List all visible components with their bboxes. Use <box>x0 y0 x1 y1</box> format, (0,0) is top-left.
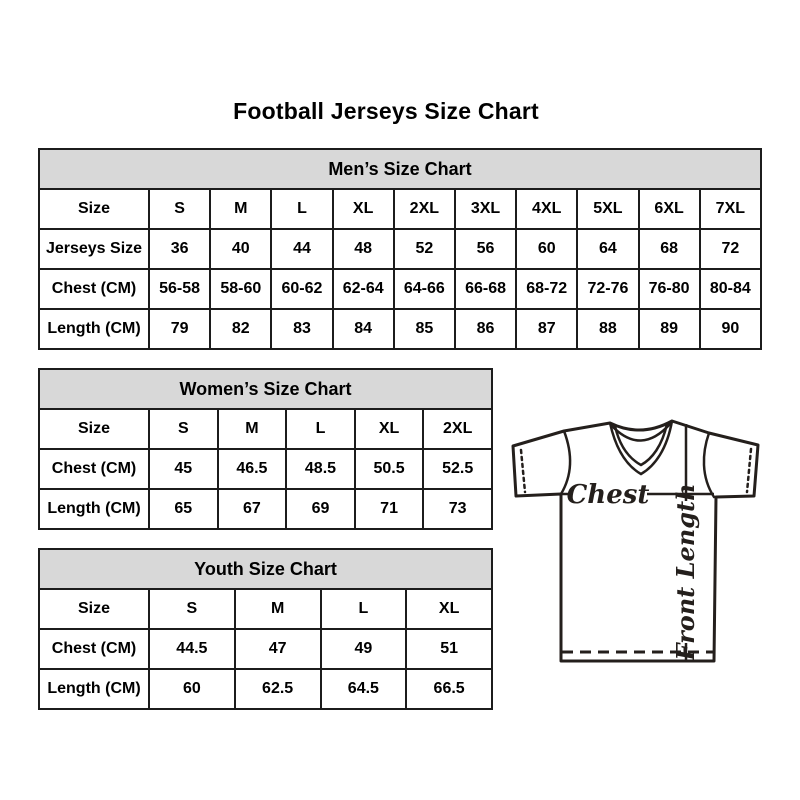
row-label: Size <box>39 409 149 449</box>
row-label: Chest (CM) <box>39 449 149 489</box>
women-table-row <box>39 409 492 449</box>
youth-table-row <box>39 669 492 709</box>
table-cell: 85 <box>394 309 455 349</box>
table-cell: 90 <box>700 309 761 349</box>
youth-table-title: Youth Size Chart <box>39 549 492 589</box>
row-label: Jerseys Size <box>39 229 149 269</box>
table-cell: 65 <box>149 489 218 529</box>
table-cell: M <box>210 189 271 229</box>
table-cell: 71 <box>355 489 424 529</box>
table-cell: 68 <box>639 229 700 269</box>
row-label: Length (CM) <box>39 669 149 709</box>
table-cell: 79 <box>149 309 210 349</box>
men-table-row <box>39 269 761 309</box>
youth-table-row <box>39 589 492 629</box>
womens-size-table <box>38 368 493 530</box>
table-cell: 73 <box>423 489 492 529</box>
table-cell: 6XL <box>639 189 700 229</box>
table-cell: 60 <box>516 229 577 269</box>
men-table-title: Men’s Size Chart <box>39 149 761 189</box>
men-table-row <box>39 229 761 269</box>
row-label: Chest (CM) <box>39 629 149 669</box>
table-cell: 87 <box>516 309 577 349</box>
table-cell: 64.5 <box>321 669 407 709</box>
table-cell: L <box>271 189 332 229</box>
table-cell: 47 <box>235 629 321 669</box>
table-cell: 62.5 <box>235 669 321 709</box>
table-cell: 49 <box>321 629 407 669</box>
table-cell: 88 <box>577 309 638 349</box>
table-cell: 60 <box>149 669 235 709</box>
jersey-diagram <box>505 412 767 668</box>
table-cell: XL <box>333 189 394 229</box>
men-table-row <box>39 309 761 349</box>
youth-table-header-row <box>39 549 492 589</box>
table-cell: 56-58 <box>149 269 210 309</box>
table-cell: 3XL <box>455 189 516 229</box>
table-cell: XL <box>406 589 492 629</box>
table-cell: 68-72 <box>516 269 577 309</box>
page-title: Football Jerseys Size Chart <box>233 98 539 124</box>
table-cell: 4XL <box>516 189 577 229</box>
table-cell: 86 <box>455 309 516 349</box>
table-cell: 84 <box>333 309 394 349</box>
table-cell: 36 <box>149 229 210 269</box>
table-cell: 40 <box>210 229 271 269</box>
table-cell: 69 <box>286 489 355 529</box>
table-cell: 64-66 <box>394 269 455 309</box>
table-cell: 52.5 <box>423 449 492 489</box>
table-cell: S <box>149 589 235 629</box>
women-table-row <box>39 489 492 529</box>
table-cell: 51 <box>406 629 492 669</box>
women-table-title: Women’s Size Chart <box>39 369 492 409</box>
women-table-row <box>39 449 492 489</box>
table-cell: 76-80 <box>639 269 700 309</box>
row-label: Size <box>39 189 149 229</box>
men-table-header-row <box>39 149 761 189</box>
women-table-header-row <box>39 369 492 409</box>
table-cell: 66-68 <box>455 269 516 309</box>
mens-size-table <box>38 148 762 350</box>
table-cell: 2XL <box>394 189 455 229</box>
table-cell: S <box>149 189 210 229</box>
table-cell: 50.5 <box>355 449 424 489</box>
jersey-outline <box>513 421 758 661</box>
table-cell: 62-64 <box>333 269 394 309</box>
table-cell: 58-60 <box>210 269 271 309</box>
table-cell: 56 <box>455 229 516 269</box>
table-cell: M <box>235 589 321 629</box>
table-cell: 66.5 <box>406 669 492 709</box>
table-cell: 67 <box>218 489 287 529</box>
table-cell: L <box>286 409 355 449</box>
youth-size-table <box>38 548 493 710</box>
table-cell: 52 <box>394 229 455 269</box>
table-cell: 5XL <box>577 189 638 229</box>
table-cell: L <box>321 589 407 629</box>
table-cell: 48 <box>333 229 394 269</box>
table-cell: 44 <box>271 229 332 269</box>
table-cell: 45 <box>149 449 218 489</box>
table-cell: 46.5 <box>218 449 287 489</box>
men-table-row <box>39 189 761 229</box>
row-label: Length (CM) <box>39 309 149 349</box>
table-cell: 64 <box>577 229 638 269</box>
row-label: Length (CM) <box>39 489 149 529</box>
youth-table-row <box>39 629 492 669</box>
table-cell: M <box>218 409 287 449</box>
table-cell: 89 <box>639 309 700 349</box>
chest-label: Chest <box>566 480 650 510</box>
table-cell: 7XL <box>700 189 761 229</box>
table-cell: XL <box>355 409 424 449</box>
table-cell: 48.5 <box>286 449 355 489</box>
table-cell: 60-62 <box>271 269 332 309</box>
table-cell: 83 <box>271 309 332 349</box>
table-cell: 80-84 <box>700 269 761 309</box>
table-cell: 44.5 <box>149 629 235 669</box>
row-label: Chest (CM) <box>39 269 149 309</box>
table-cell: 82 <box>210 309 271 349</box>
table-cell: S <box>149 409 218 449</box>
front-length-label: Front Length <box>671 483 700 661</box>
table-cell: 72 <box>700 229 761 269</box>
row-label: Size <box>39 589 149 629</box>
table-cell: 2XL <box>423 409 492 449</box>
table-cell: 72-76 <box>577 269 638 309</box>
